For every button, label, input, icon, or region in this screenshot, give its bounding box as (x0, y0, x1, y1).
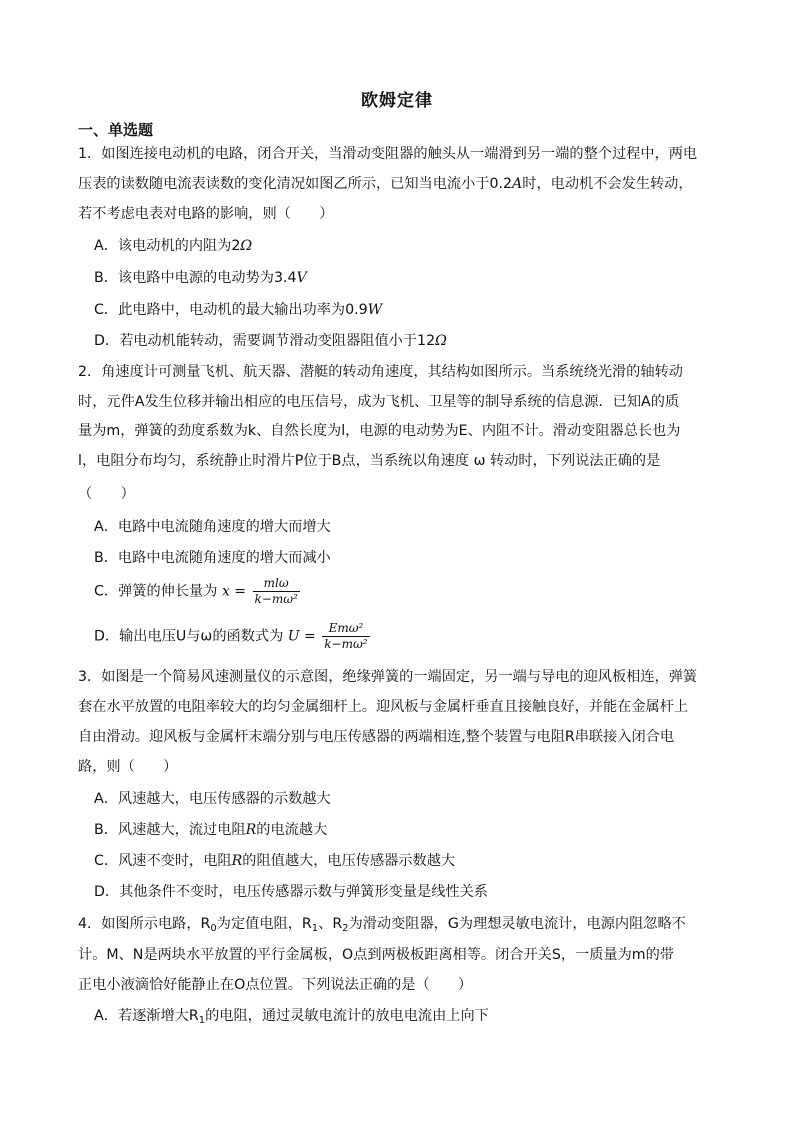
q3-line-1: 3．如图是一个简易风速测量仪的示意图，绝缘弹簧的一端固定，另一端与导电的迎风板相连，弹簧 (78, 669, 698, 685)
q3-line-3: 自由滑动。迎风板与金属杆末端分别与电压传感器的两端相连,整个装置与电阻R串联接入闭合电 (78, 729, 675, 745)
q2-c-fraction: $\frac{\text{mlω}}{\text{k−mω²}}$ (254, 576, 298, 606)
q4-line-1: 4．如图所示电路，$R_0$为定值电阻，$R_1$、$R_2$为滑动变阻器，G为理想灵敏电流计，电源内阻忽略不 (78, 916, 686, 934)
q2-c-lhs: x = (221, 583, 247, 600)
q3-line-4: 路，则（ ） (78, 759, 178, 775)
q1-line-1: 1．如图连接电动机的电路，闭合开关，当滑动变阻器的触头从一端滑到另一端的整个过程中，两电 (78, 146, 698, 162)
q3-option-c[interactable]: C．风速不变时，电阻R的阻值越大，电压传感器示数越大 (94, 853, 456, 869)
section-heading: 一、单选题 (78, 121, 154, 139)
q1-line-3: 若不考虑电表对电路的影响，则（ ） (78, 206, 334, 222)
q2-line-1: 2．角速度计可测量飞机、航天器、潜艇的转动角速度，其结构如图所示。当系统绕光滑的轴转动 (78, 364, 683, 380)
q1-option-d[interactable]: D．若电动机能转动，需要调节滑动变阻器阻值小于12Ω (94, 333, 447, 349)
q4-line-2: 计。M、N是两块水平放置的平行金属板，O点到两极板距离相等。闭合开关S，一质量为m的带 (78, 947, 674, 963)
page-title: 欧姆定律 (361, 91, 433, 111)
q2-line-4: l，电阻分布均匀，系统静止时滑片P位于B点，当系统以角速度 ω 转动时，下列说法正确的是 (78, 453, 661, 469)
q1-line-2: 压表的读数随电流表读数的变化清况如图乙所示，已知当电流小于0.2A时，电动机不会发生转动， (78, 176, 693, 192)
q2-line-2: 时，元件A发生位移并输出相应的电压信号，成为飞机、卫星等的制导系统的信息源．已知A的质 (78, 394, 680, 410)
q4-option-a[interactable]: A．若逐渐增大$R_1$的电阻，通过灵敏电流计的放电电流由上向下 (94, 1008, 489, 1026)
q2-option-d[interactable]: D．输出电压U与ω的函数式为 U = $\frac{\text{Emω²}}{\text{k−mω²}}$ (94, 621, 368, 651)
q2-d-lhs: U = (287, 628, 316, 645)
q1-option-c[interactable]: C．此电路中，电动机的最大输出功率为0.9W (94, 302, 383, 318)
q2-line-5: （ ） (78, 486, 135, 502)
q2-d-fraction: $\frac{\text{Emω²}}{\text{k−mω²}}$ (324, 621, 368, 651)
q2-line-3: 量为m，弹簧的劲度系数为k、自然长度为l，电源的电动势为E、内阻不计。滑动变阻器总长也为 (78, 423, 681, 439)
q2-option-b[interactable]: B．电路中电流随角速度的增大而减小 (94, 550, 331, 566)
q3-line-2: 套在水平放置的电阻率较大的均匀金属细杆上。迎风板与金属杆垂直且接触良好，并能在金属杆上 (78, 699, 689, 715)
q1-option-a[interactable]: A．该电动机的内阻为2Ω (94, 238, 253, 254)
q3-option-d[interactable]: D．其他条件不变时，电压传感器示数与弹簧形变量是线性关系 (94, 884, 488, 900)
q4-line-3: 正电小液滴恰好能静止在O点位置。下列说法正确的是（ ） (78, 977, 473, 993)
q3-option-b[interactable]: B．风速越大，流过电阻R的电流越大 (94, 822, 328, 838)
q2-option-c[interactable]: C．弹簧的伸长量为 x = $\frac{\text{mlω}}{\text{k−mω²}}$ (94, 576, 298, 606)
q3-option-a[interactable]: A．风速越大，电压传感器的示数越大 (94, 791, 331, 807)
q2-option-a[interactable]: A．电路中电流随角速度的增大而增大 (94, 519, 331, 535)
q1-option-b[interactable]: B．该电路中电源的电动势为3.4V (94, 270, 307, 286)
